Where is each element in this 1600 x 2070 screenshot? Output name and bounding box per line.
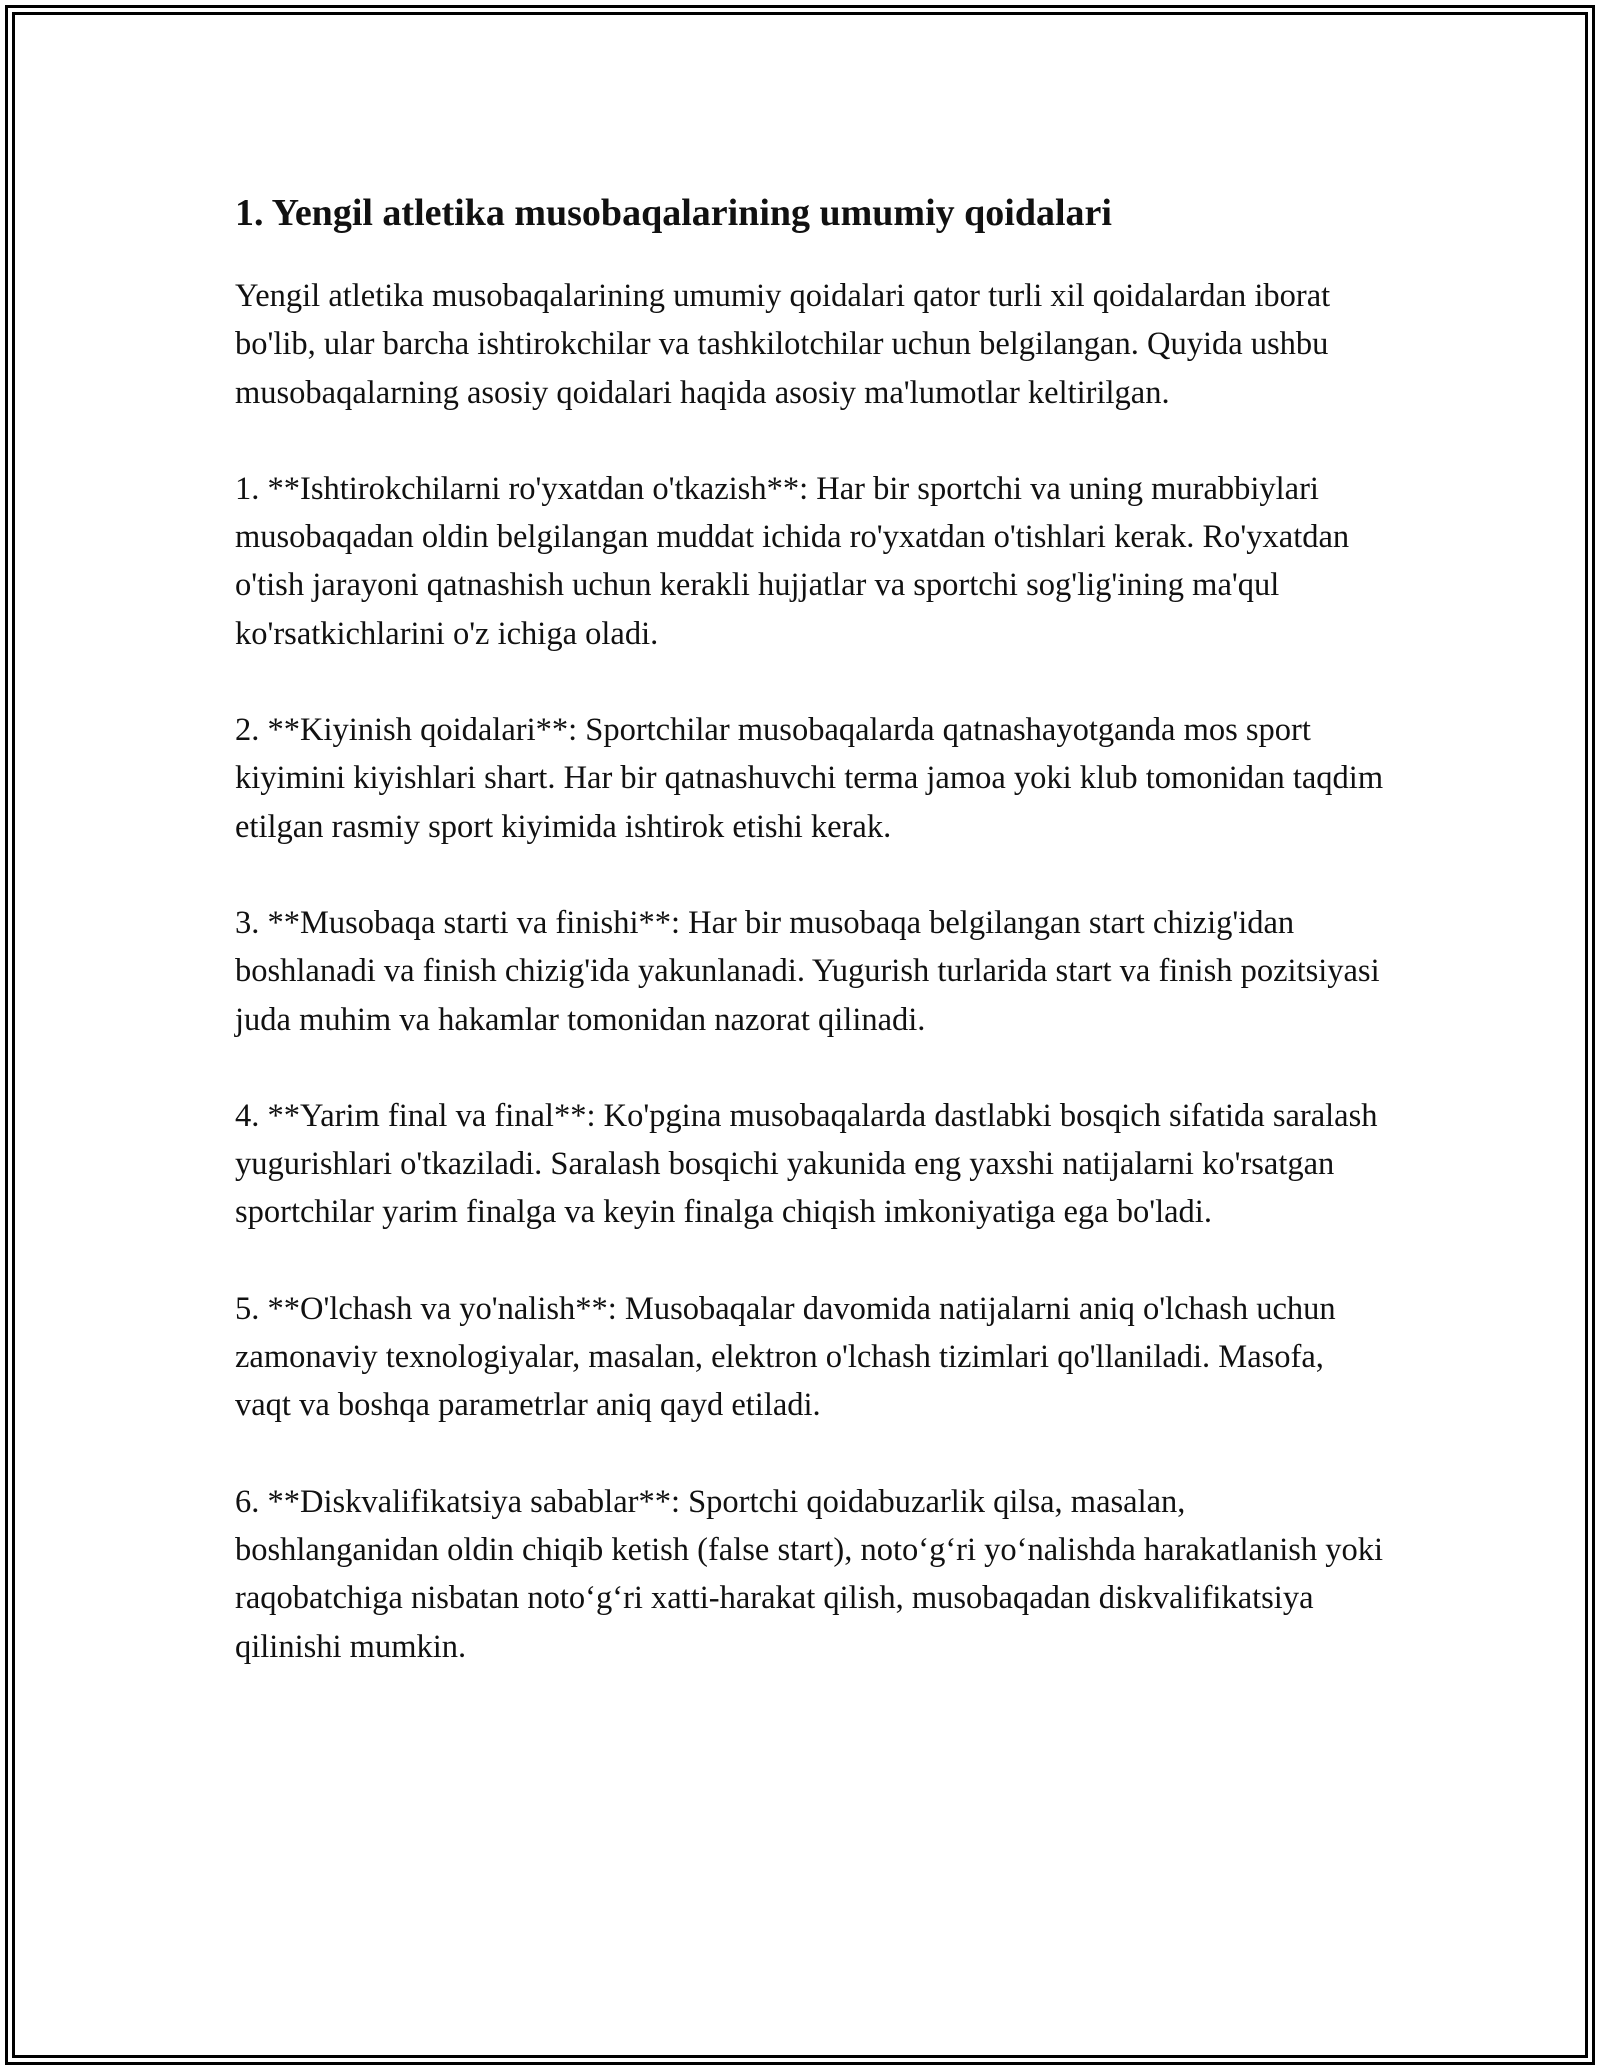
rule-3-paragraph: 3. **Musobaqa starti va finishi**: Har bir musobaqa belgilangan start chizig'idan boshlanadi va finish chizig'ida yakunlanadi. Yugurish turlarida start va finish pozitsiyasi juda muhim va hakamlar tomonidan nazorat qilinadi. — [235, 904, 1380, 1038]
rule-6-paragraph: 6. **Diskvalifikatsiya sabablar**: Sportchi qoidabuzarlik qilsa, masalan, boshlanganidan oldin chiqib ketish (false start), noto‘g‘ri yo‘nalishda harakatlanish yoki raqobatchiga nisbatan noto‘g‘ri xatti-harakat qilish, musobaqadan diskvalifikatsiya qilinishi mumkin. — [235, 1483, 1384, 1665]
rule-4-paragraph: 4. **Yarim final va final**: Ko'pgina musobaqalarda dastlabki bosqich sifatida saralash yugurishlari o'tkaziladi. Saralash bosqichi yakunida eng yaxshi natijalarni ko'rsatgan sportchilar yarim finalga va keyin finalga chiqish imkoniyatiga ega bo'ladi. — [235, 1097, 1378, 1231]
intro-paragraph: Yengil atletika musobaqalarining umumiy qoidalari qator turli xil qoidalardan iborat bo'lib, ular barcha ishtirokchilar va tashkilotchilar uchun belgilangan. Quyida ushbu musobaqalarning asosiy qoidalari haqida asosiy ma'lumotlar keltirilgan. — [235, 278, 1331, 411]
document-body — [235, 188, 1385, 1719]
rule-2-paragraph: 2. **Kiyinish qoidalari**: Sportchilar musobaqalarda qatnashayotganda mos sport kiyimini kiyishlari shart. Har bir qatnashuvchi terma jamoa yoki klub tomonidan taqdim etilgan rasmiy sport kiyimida ishtirok etishi kerak. — [235, 712, 1384, 845]
rule-1-paragraph: 1. **Ishtirokchilarni ro'yxatdan o'tkazish**: Har bir sportchi va uning murabbiylari musobaqadan oldin belgilangan muddat ichida ro'yxatdan o'tishlari kerak. Ro'yxatdan o'tish jarayoni qatnashish uchun kerakli hujjatlar va sportchi sog'lig'ining ma'qul ko'rsatkichlarini o'z ichiga oladi. — [235, 470, 1350, 652]
section-heading: 1. Yengil atletika musobaqalarining umumiy qoidalari — [235, 192, 1112, 234]
rule-5-paragraph: 5. **O'lchash va yo'nalish**: Musobaqalar davomida natijalarni aniq o'lchash uchun zamonaviy texnologiyalar, masalan, elektron o'lchash tizimlari qo'llaniladi. Masofa, vaqt va boshqa parametrlar aniq qayd etiladi. — [235, 1290, 1336, 1424]
